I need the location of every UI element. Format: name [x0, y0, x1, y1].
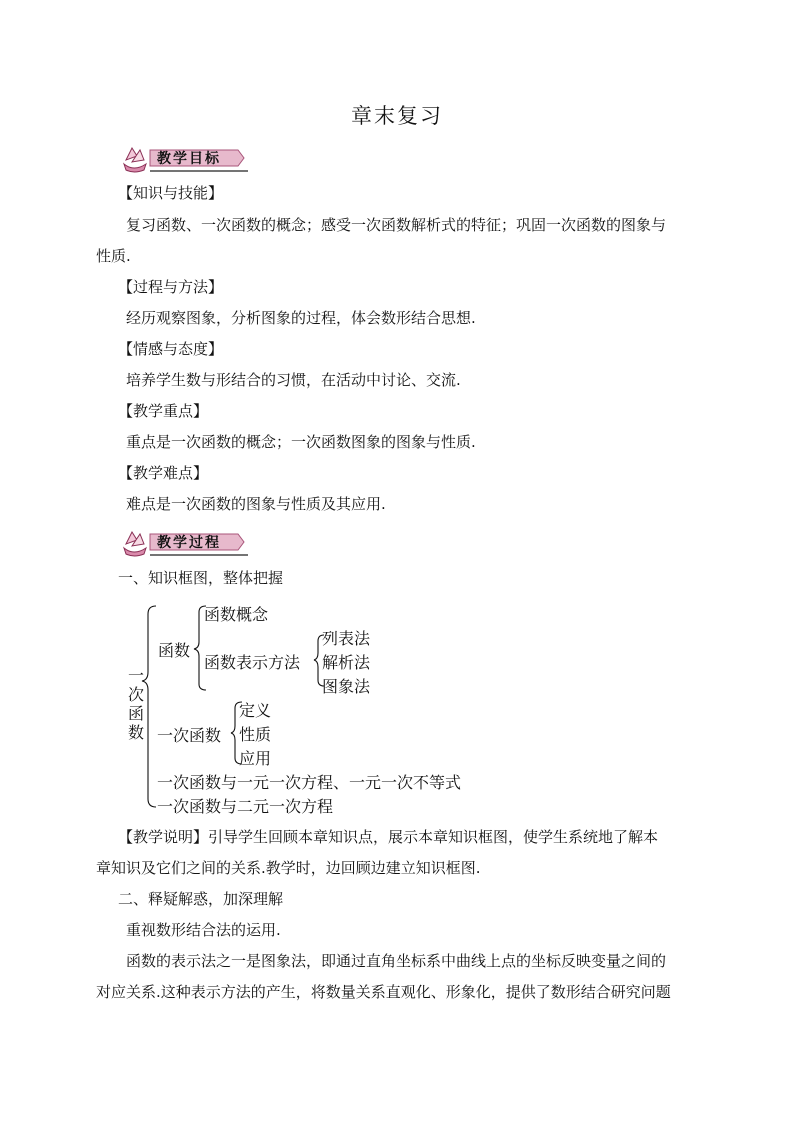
page-title: 章末复习: [351, 104, 443, 128]
section-badge-goals: [120, 142, 252, 174]
root-label: [127, 666, 145, 742]
node-linear-property: 性质: [239, 725, 272, 744]
knowledge-line-1: 复习函数、一次函数的概念；感受一次函数解析式的特征；巩固一次函数的图象与: [126, 216, 667, 234]
node-branch-binary-equation: 一次函数与二元一次方程: [157, 797, 334, 816]
framework-heading: 一、知识框图，整体把握: [118, 569, 284, 587]
section-badge-process: [120, 526, 252, 558]
root-char: 次: [127, 685, 144, 704]
difficulty-text: 难点是一次函数的图象与性质及其应用.: [126, 495, 386, 513]
process-text: 经历观察图象，分析图象的过程，体会数形结合思想.: [126, 309, 476, 327]
root-char: 数: [127, 723, 144, 742]
part2-heading: 二、释疑解惑，加深理解: [118, 890, 284, 908]
node-linear-application: 应用: [239, 749, 272, 768]
part2-line-2: 函数的表示法之一是图象法，即通过直角坐标系中曲线上点的坐标反映变量之间的: [126, 952, 667, 970]
badge-label: 教学过程: [157, 535, 221, 551]
root-char: 一: [127, 666, 144, 685]
node-branch-equation-inequality: 一次函数与一元一次方程、一元一次不等式: [157, 773, 462, 792]
difficulty-heading: 【教学难点】: [118, 464, 209, 482]
knowledge-line-2: 性质.: [96, 247, 131, 265]
key-heading: 【教学重点】: [118, 402, 209, 420]
explanation-line-2: 章知识及它们之间的关系.教学时，边回顾边建立知识框图.: [96, 859, 481, 877]
attitude-text: 培养学生数与形结合的习惯，在活动中讨论、交流.: [126, 371, 461, 389]
knowledge-heading: 【知识与技能】: [118, 184, 224, 202]
part2-line-1: 重视数形结合法的运用.: [126, 921, 281, 939]
badge-label: 教学目标: [157, 151, 221, 167]
part2-line-3: 对应关系.这种表示方法的产生，将数量关系直观化、形象化，提供了数形结合研究问题: [96, 983, 671, 1001]
key-text: 重点是一次函数的概念；一次函数图象的图象与性质.: [126, 433, 476, 451]
node-method-graph: 图象法: [322, 677, 371, 696]
attitude-heading: 【情感与态度】: [118, 340, 224, 358]
node-representation: 函数表示方法: [204, 653, 301, 672]
root-char: 函: [127, 704, 144, 723]
explanation-line-1: 【教学说明】引导学生回顾本章知识点，展示本章知识框图，使学生系统地了解本: [118, 828, 659, 846]
node-linear-definition: 定义: [239, 701, 272, 720]
node-linear-function: 一次函数: [157, 726, 222, 745]
node-method-table: 列表法: [322, 629, 371, 648]
node-method-analytic: 解析法: [322, 653, 371, 672]
node-function-concept: 函数概念: [204, 605, 269, 624]
node-function: 函数: [158, 641, 191, 660]
process-heading: 【过程与方法】: [118, 278, 224, 296]
